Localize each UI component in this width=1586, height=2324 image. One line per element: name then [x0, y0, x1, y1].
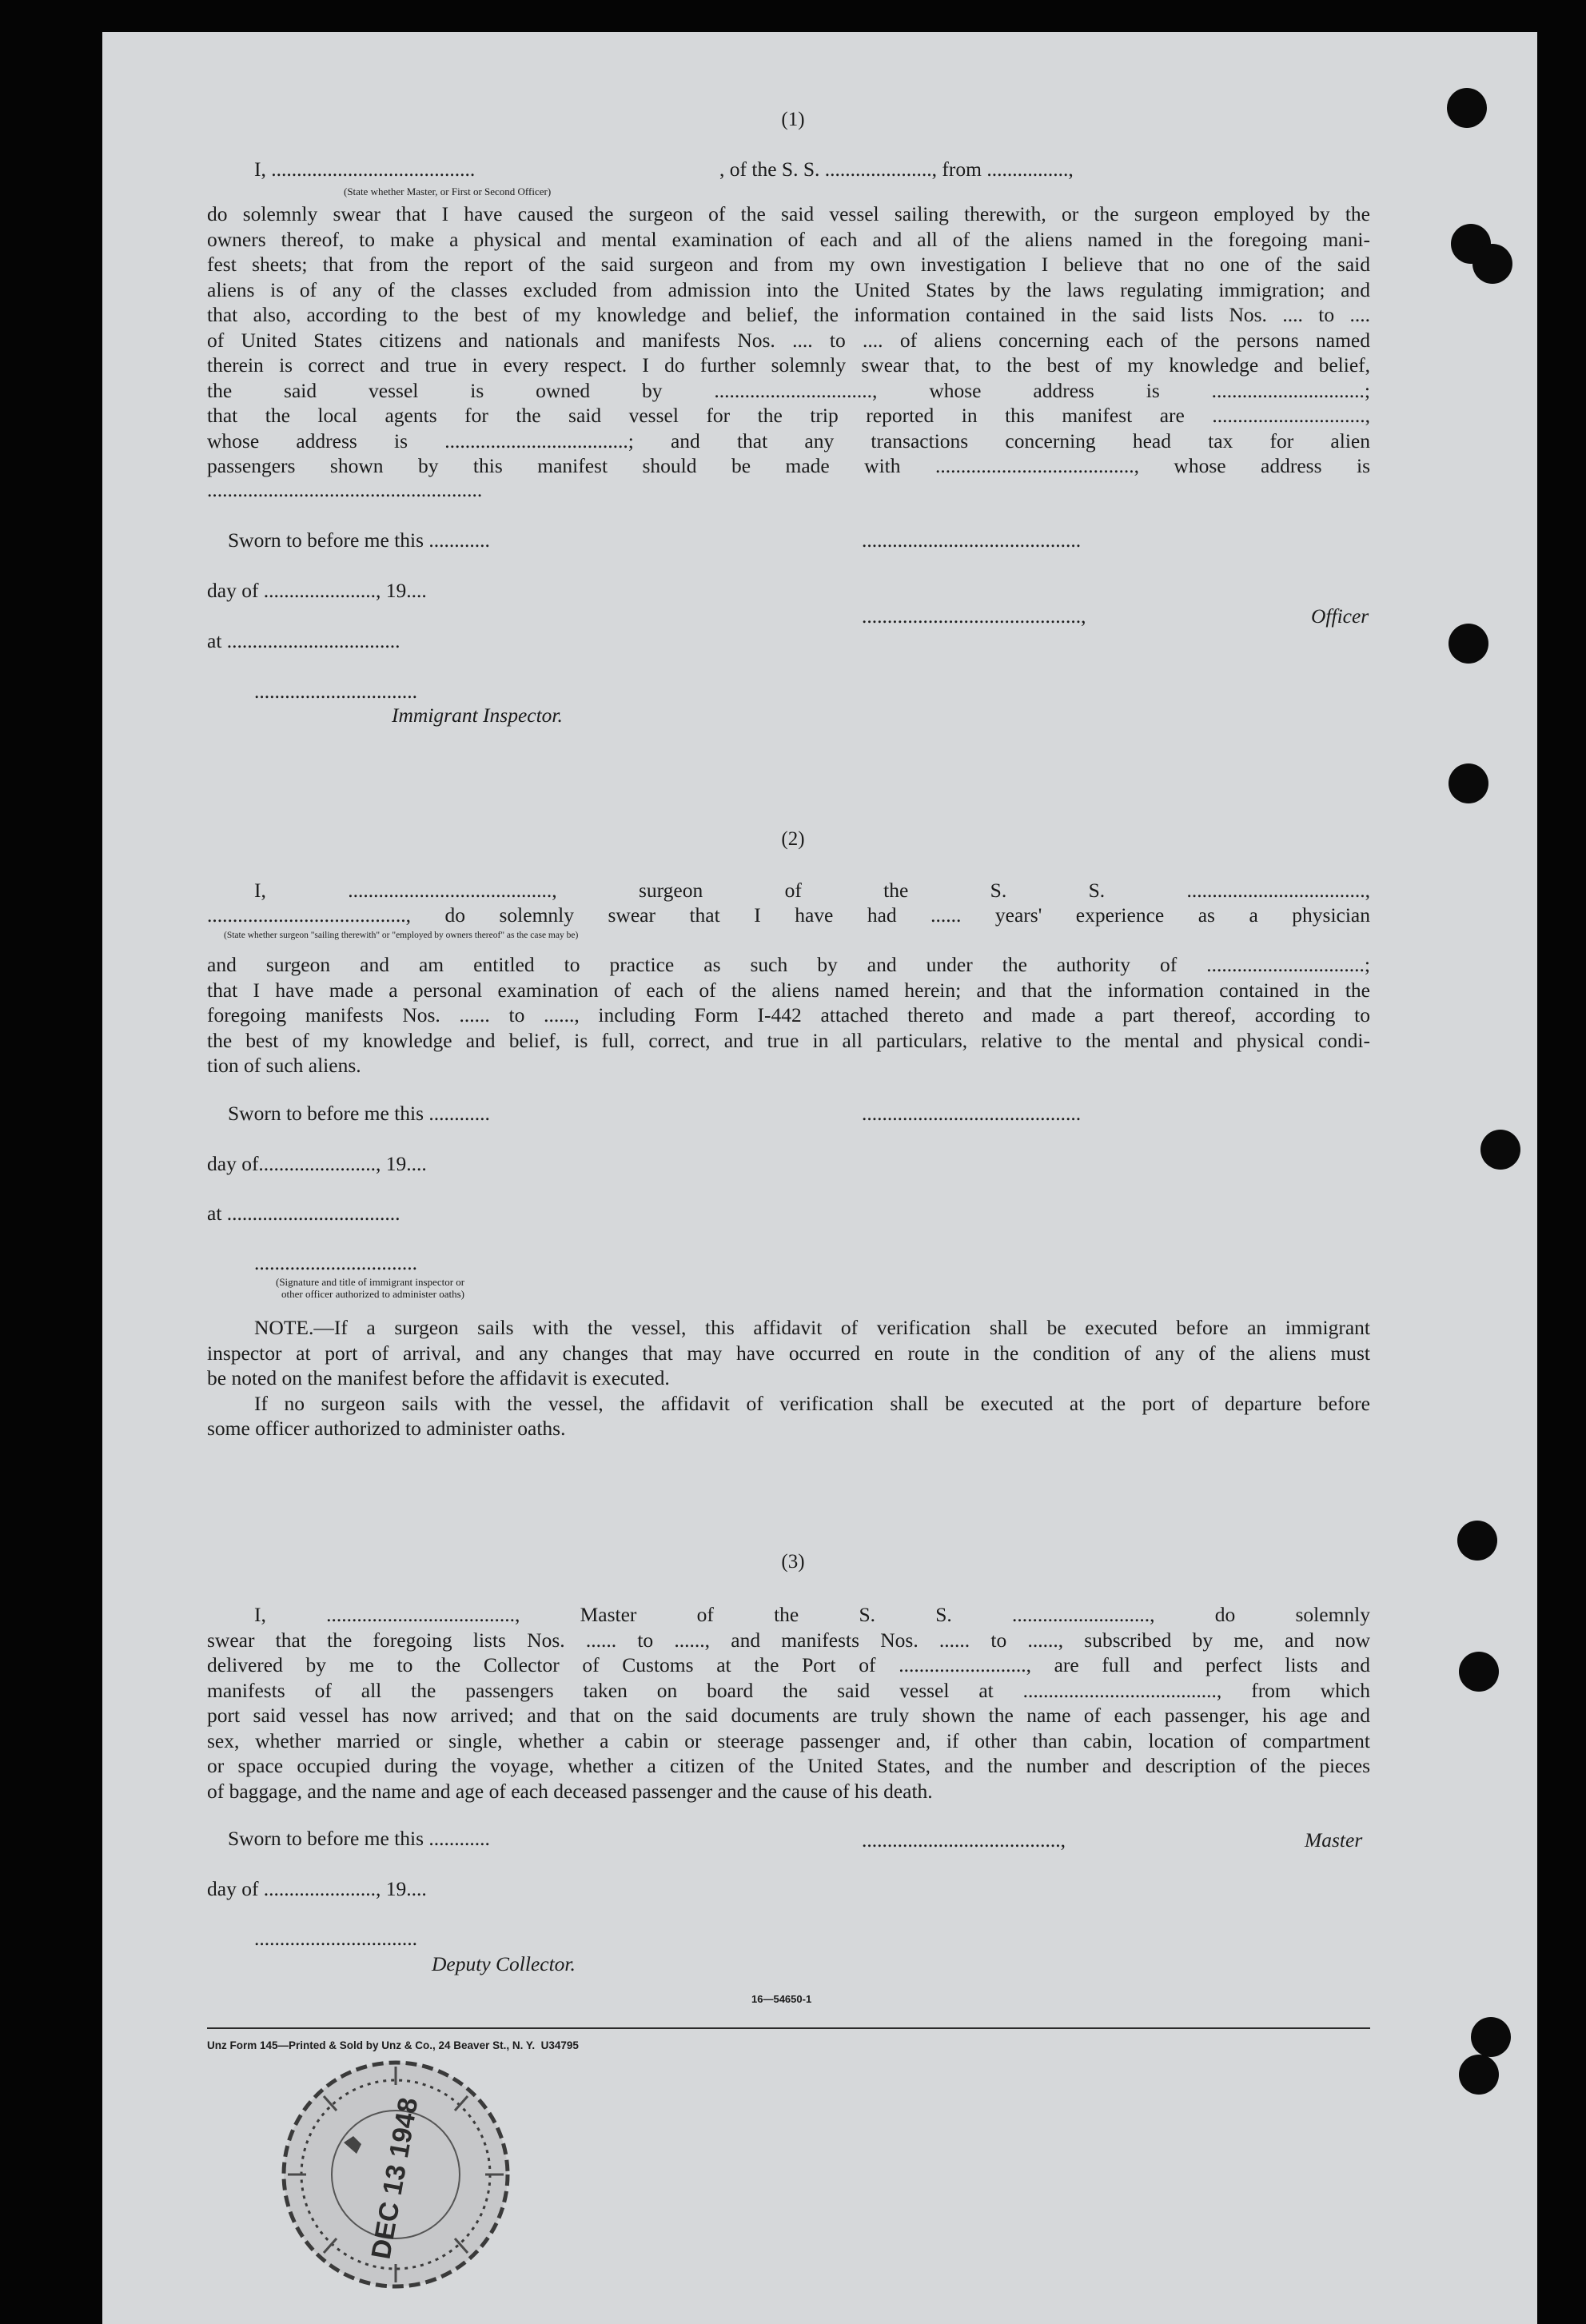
punch-hole-icon	[1459, 1652, 1499, 1692]
master-label: Master	[1305, 1828, 1363, 1852]
body-line: swear that the foregoing lists Nos. ...... to ......, and manifests Nos. ...... to ......, subscribed by me, and now	[207, 1628, 1370, 1652]
section-3-number: (3)	[781, 1551, 805, 1573]
inspector-caption: other officer authorized to administer oaths)	[281, 1288, 464, 1300]
body-line: owners thereof, to make a physical and mental examination of each and all of the aliens named in the foregoing mani-	[207, 227, 1370, 251]
printer-imprint: Unz Form 145—Printed & Sold by Unz & Co., 24 Beaver St., N. Y. U34795	[207, 2039, 579, 2051]
master-signature-line: .......................................,	[862, 1828, 1066, 1852]
signature-line: ...........................................	[862, 528, 1082, 552]
body-line: tion of such aliens.	[207, 1054, 361, 1077]
sworn-line: Sworn to before me this ............	[228, 528, 490, 552]
officer-label: Officer	[1311, 604, 1369, 628]
body-line: do solemnly swear that I have caused the surgeon of the said vessel sailing therewith, or the surgeon employed by the	[207, 202, 1370, 225]
note-line: some officer authorized to administer oaths.	[207, 1417, 566, 1440]
section-2-number: (2)	[781, 828, 805, 850]
inspector-caption: (Signature and title of immigrant inspector or	[276, 1276, 465, 1288]
body-line: delivered by me to the Collector of Customs at the Port of ........................., are full and perfect lists and	[207, 1653, 1370, 1676]
note-line: NOTE.—If a surgeon sails with the vessel, this affidavit of verification shall be executed before an immigrant	[254, 1316, 1370, 1339]
day-line: day of ......................, 19....	[207, 579, 427, 602]
section-1-number: (1)	[781, 109, 805, 130]
body-line: the said vessel is owned by ..............................., whose address is ..............................;	[207, 378, 1370, 402]
body-line: fest sheets; that from the report of the said surgeon and from my own investigation I believe that no one of the said	[207, 253, 1370, 276]
body-line: sex, whether married or single, whether a cabin or steerage passenger and, if other than cabin, location of compartment	[207, 1728, 1370, 1752]
body-line: passengers shown by this manifest should be made with ......................................., whose address is	[207, 454, 1370, 477]
day-line: day of ......................, 19....	[207, 1877, 427, 1900]
section-2-surgeon-line: I, ........................................, surgeon of the S. S. ...................................,	[254, 879, 1370, 902]
sworn-line: Sworn to before me this ............	[228, 1827, 490, 1850]
body-line: foregoing manifests Nos. ...... to ......, including Form I-442 attached thereto and made a part thereof, according to	[207, 1003, 1370, 1026]
signature-line: ...........................................	[862, 1102, 1082, 1125]
collector-signature-line: ................................	[254, 1927, 417, 1950]
trailing-dots: ......................................................	[207, 478, 483, 501]
body-line: of baggage, and the name and age of each deceased passenger and the cause of his death.	[207, 1779, 933, 1803]
punch-hole-icon	[1472, 244, 1512, 284]
body-line: I, ....................................., Master of the S. S. ..........................., do solemnly	[254, 1603, 1370, 1626]
body-line: manifests of all the passengers taken on board the said vessel at ......................................, from which	[207, 1678, 1370, 1702]
form-number: 16—54650-1	[751, 1993, 812, 2005]
sworn-line: Sworn to before me this ............	[228, 1102, 490, 1125]
date-stamp	[268, 2047, 524, 2302]
punch-hole-icon	[1449, 624, 1488, 664]
at-line: at ..................................	[207, 1202, 400, 1225]
punch-hole-icon	[1471, 2017, 1511, 2057]
officer-signature-line: ...........................................,	[862, 604, 1086, 628]
body-line: port said vessel has now arrived; and that on the said documents are truly shown the name of each passenger, his age and	[207, 1704, 1370, 1727]
punch-hole-icon	[1459, 2055, 1499, 2095]
punch-hole-icon	[1449, 763, 1488, 803]
body-line: whose address is ....................................; and that any transactions concerning head tax for alien	[207, 429, 1370, 452]
punch-hole-icon	[1480, 1130, 1520, 1170]
body-line: that also, according to the best of my knowledge and belief, the information contained in the said lists Nos. .... to ....	[207, 303, 1370, 326]
inspector-label: Immigrant Inspector.	[392, 704, 563, 727]
section-1-vessel-line: , of the S. S. ....................., from ................,	[719, 157, 1074, 181]
section-1-caption: (State whether Master, or First or Second Officer)	[344, 185, 552, 197]
note-line: be noted on the manifest before the affidavit is executed.	[207, 1366, 670, 1389]
note-line: If no surgeon sails with the vessel, the affidavit of verification shall be executed at the port of departure before	[254, 1391, 1370, 1415]
body-line: the best of my knowledge and belief, is full, correct, and true in all particulars, relative to the mental and physical condi-	[207, 1028, 1370, 1052]
inspector-signature-line: ................................	[254, 1251, 417, 1274]
body-line: and surgeon and am entitled to practice as such by and under the authority of ...............................;	[207, 953, 1370, 976]
section-1-declarant-line: I, ........................................	[254, 157, 476, 181]
body-line: aliens is of any of the classes excluded from admission into the United States by the laws regulating immigration; and	[207, 277, 1370, 301]
stamp-seal-icon	[268, 2047, 524, 2302]
at-line: at ..................................	[207, 629, 400, 652]
body-line: or space occupied during the voyage, whether a citizen of the United States, and the number and description of the pieces	[207, 1754, 1370, 1777]
note-line: inspector at port of arrival, and any changes that may have occurred en route in the condition of any of the aliens must	[207, 1341, 1370, 1365]
inspector-signature-line: ................................	[254, 680, 417, 703]
stamp-date: DEC 13 1948	[365, 2095, 424, 2262]
body-line: that I have made a personal examination of each of the aliens named herein; and that the information contained in the	[207, 978, 1370, 1002]
body-line: that the local agents for the said vessel for the trip reported in this manifest are ..............................,	[207, 404, 1370, 427]
footer-rule	[207, 2027, 1370, 2029]
section-2-experience-line: ......................................., do solemnly swear that I have had ...... years' experience as a physician	[207, 903, 1370, 927]
body-line: of United States citizens and nationals and manifests Nos. .... to .... of aliens concerning each of the persons named	[207, 328, 1370, 352]
body-line: therein is correct and true in every respect. I do further solemnly swear that, to the best of my knowledge and belief,	[207, 353, 1370, 377]
collector-label: Deputy Collector.	[432, 1952, 576, 1975]
day-line: day of......................., 19....	[207, 1152, 427, 1175]
section-2-caption: (State whether surgeon "sailing therewith" or "employed by owners thereof" as the case may be)	[224, 931, 579, 940]
